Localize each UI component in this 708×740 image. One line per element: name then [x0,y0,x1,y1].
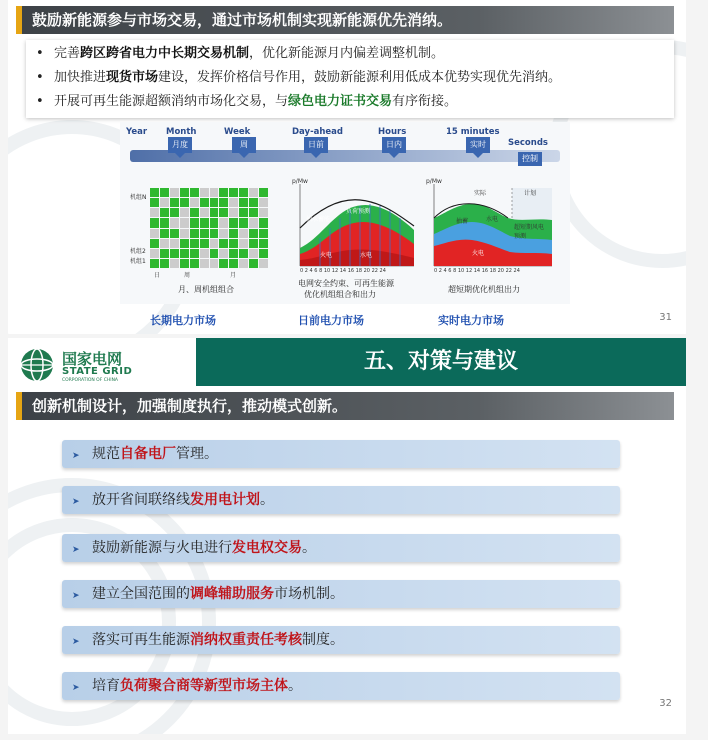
grid-cell [170,188,179,197]
grid-cell [239,198,248,207]
grid-cell [219,259,228,268]
grid-cell [170,229,179,238]
control-flag: 控制 [518,152,542,166]
chart-annotation: 超短期风电预测 [514,224,545,240]
timeline-flag: 日前 [304,137,328,153]
grid-cell [239,229,248,238]
grid-cell [190,229,199,238]
list-item: ➤ 放开省间联络线发用电计划。 [62,486,620,514]
grid-cell [249,249,258,258]
chart-annotation: 抽水蓄能 [306,216,331,223]
list-item: ➤ 落实可再生能源消纳权重责任考核制度。 [62,626,620,654]
timeline-flag: 月度 [168,137,192,153]
grid-cell [249,198,258,207]
grid-cell [180,229,189,238]
grid-cell [160,208,169,217]
grid-cell [180,208,189,217]
grid-cell [200,208,209,217]
grid-cell [239,218,248,227]
page-number: 31 [659,312,672,323]
grid-cell [210,229,219,238]
timeline-flag: 日内 [382,137,406,153]
grid-cell [180,188,189,197]
grid-cell [190,208,199,217]
grid-cell [210,239,219,248]
timeline-arrow [130,150,560,162]
market-timescale-figure [120,122,570,304]
logo-cn: 国家电网 [62,350,123,368]
grid-cell [229,249,238,258]
grid-cell [180,239,189,248]
arrow-bullet-icon: ➤ [72,637,80,647]
grid-cell [200,218,209,227]
grid-cell [249,259,258,268]
grid-row-label: 机组N [130,194,147,201]
day-ahead-area-chart [290,178,416,274]
unit-commitment-grid [150,188,268,268]
grid-cell [249,188,258,197]
slide-32 [8,338,686,734]
grid-cell [219,188,228,197]
grid-cell [170,208,179,217]
grid-cell [170,218,179,227]
grid-cell [210,259,219,268]
grid-cell [190,198,199,207]
chart-annotation: 负荷预测 [346,208,371,215]
grid-cell [190,188,199,197]
grid-cell [229,239,238,248]
grid-cell [229,198,238,207]
grid-cell [160,218,169,227]
grid-cell [239,259,248,268]
grid-cell [210,218,219,227]
globe-icon [18,346,56,384]
arrow-bullet-icon: ➤ [72,497,80,507]
grid-cell [239,239,248,248]
grid-axis-label: 日 [154,272,161,279]
timeline-label: 15 minutes [446,127,500,137]
grid-cell [150,208,159,217]
timeline-label: Year [126,127,148,137]
grid-cell [249,239,258,248]
arrow-bullet-icon: ➤ [72,545,80,555]
grid-cell [160,259,169,268]
grid-cell [150,198,159,207]
grid-cell [170,259,179,268]
logo-en-sub: CORPORATION OF CHINA [62,378,119,383]
grid-cell [259,188,268,197]
arrow-bullet-icon: ➤ [72,683,80,693]
grid-cell [190,259,199,268]
grid-cell [150,259,159,268]
grid-cell [259,208,268,217]
list-item: ➤ 鼓励新能源与火电进行发电权交易。 [62,534,620,562]
grid-axis-label: 月 [230,272,237,279]
grid-cell [150,239,159,248]
grid-row-label: 机组2 [130,248,146,255]
grid-cell [200,198,209,207]
grid-cell [190,218,199,227]
chart-annotation: 计划 [524,190,537,197]
axis-unit-label: p/Mw [292,178,308,185]
grid-cell [210,249,219,258]
grid-cell [259,259,268,268]
grid-cell [190,249,199,258]
grid-cell [229,259,238,268]
list-item: ➤ 规范自备电厂管理。 [62,440,620,468]
grid-cell [190,239,199,248]
timeline-label: Seconds [508,138,548,148]
grid-cell [200,229,209,238]
timeline-flag: 周 [232,137,256,153]
market-label: 长期电力市场 [150,314,216,327]
grid-cell [160,198,169,207]
grid-cell [150,188,159,197]
chart-annotation: 实际 [474,190,487,197]
grid-cell [160,188,169,197]
grid-cell [210,208,219,217]
grid-cell [229,188,238,197]
grid-cell [150,229,159,238]
grid-cell [150,218,159,227]
state-grid-logo [18,346,188,384]
bullet-item: • 开展可再生能源超额消纳市场化交易，与绿色电力证书交易有序衔接。 [36,94,458,109]
arrow-bullet-icon: ➤ [72,591,80,601]
grid-cell [219,208,228,217]
grid-cell [259,239,268,248]
slide-title: 鼓励新能源参与市场交易，通过市场机制实现新能源优先消纳。 [16,6,674,34]
grid-cell [180,218,189,227]
chart-annotation: 抽蓄 [456,218,469,225]
grid-cell [239,249,248,258]
chart-annotation: 水电 [360,252,373,259]
grid-cell [200,188,209,197]
section-title: 五、对策与建议 [196,338,686,386]
panel-caption: 电网安全约束、可再生能源 [298,279,394,288]
list-item: ➤ 培育负荷聚合商等新型市场主体。 [62,672,620,700]
market-label: 日前电力市场 [298,314,364,327]
grid-cell [249,218,258,227]
panel-caption: 优化机组组合和出力 [304,290,376,299]
timeline-label: Hours [378,127,407,137]
grid-cell [219,229,228,238]
grid-cell [170,249,179,258]
grid-cell [150,249,159,258]
grid-cell [239,208,248,217]
grid-cell [219,218,228,227]
panel-caption: 月、周机组组合 [178,285,234,294]
grid-cell [200,259,209,268]
grid-cell [259,218,268,227]
list-item: ➤ 建立全国范围的调峰辅助服务市场机制。 [62,580,620,608]
panel-caption: 超短期优化机组出力 [448,285,520,294]
grid-row-label: 机组1 [130,258,146,265]
grid-cell [170,239,179,248]
grid-cell [259,229,268,238]
grid-cell [180,249,189,258]
grid-axis-label: 周 [184,272,191,279]
grid-cell [200,249,209,258]
logo-en: STATE GRID [62,366,133,377]
grid-cell [210,188,219,197]
grid-cell [239,188,248,197]
chart-annotation: 火电 [472,250,485,257]
grid-cell [170,198,179,207]
grid-cell [160,249,169,258]
grid-cell [229,208,238,217]
slide-subtitle: 创新机制设计，加强制度执行，推动模式创新。 [16,392,674,420]
page-number: 32 [659,698,672,709]
axis-ticks: 0 2 4 6 8 10 12 14 16 18 20 22 24 [434,268,520,274]
grid-cell [219,249,228,258]
timeline-flag: 实时 [466,137,490,153]
timeline-label: Week [224,127,251,137]
market-label: 实时电力市场 [438,314,504,327]
bullet-item: • 加快推进现货市场建设，发挥价格信号作用，鼓励新能源利用低成本优势实现优先消纳。 [36,70,562,85]
grid-cell [229,218,238,227]
axis-unit-label: p/Mw [426,178,442,185]
grid-cell [259,198,268,207]
grid-cell [249,208,258,217]
chart-annotation: 水电 [486,216,499,223]
grid-cell [229,229,238,238]
timeline-label: Month [166,127,197,137]
bullet-box [26,40,674,118]
chart-annotation: 火电 [320,252,333,259]
grid-cell [180,259,189,268]
grid-cell [210,198,219,207]
slide-31 [8,0,686,334]
grid-cell [160,229,169,238]
timeline-label: Day-ahead [292,127,343,137]
grid-cell [219,239,228,248]
grid-cell [160,239,169,248]
grid-cell [200,239,209,248]
grid-cell [219,198,228,207]
arrow-bullet-icon: ➤ [72,451,80,461]
bullet-item: • 完善跨区跨省电力中长期交易机制，优化新能源月内偏差调整机制。 [36,46,445,61]
grid-cell [180,198,189,207]
grid-cell [259,249,268,258]
axis-ticks: 0 2 4 6 8 10 12 14 16 18 20 22 24 [300,268,386,274]
grid-cell [249,229,258,238]
